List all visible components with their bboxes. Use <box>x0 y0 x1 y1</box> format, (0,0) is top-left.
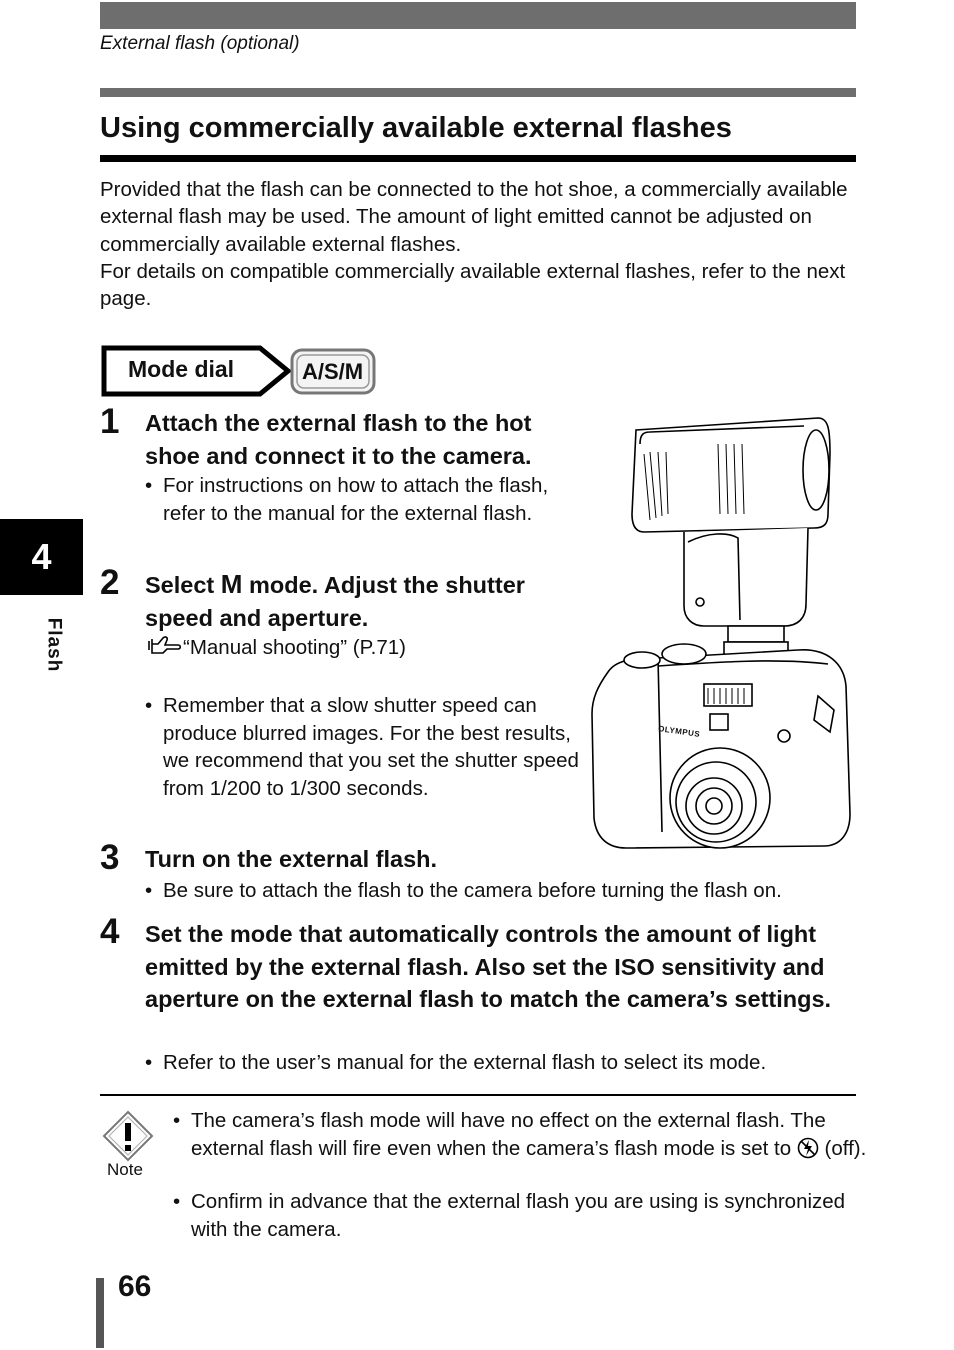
page-number: 66 <box>118 1270 152 1303</box>
chapter-tab: 4 <box>0 519 83 595</box>
camera-brand-logo: OLYMPUS <box>657 724 701 739</box>
page-title: Using commercially available external flashes <box>100 112 732 144</box>
step-2-heading <box>145 568 585 634</box>
step-4-heading: Set the mode that automatically controls the amount of light emitted by the external flash. Also set the ISO sensitivity and aperture on the external flash to match the camera’s settings. <box>145 921 832 1012</box>
note-bullet-1-end: (off). <box>824 1136 867 1160</box>
intro-paragraph-1: Provided that the flash can be connected to the hot shoe, a commercially available external flash may be used. The amount of light emitted cannot be adjusted on commercially available external flashes. <box>100 178 848 256</box>
step-2-heading-line-1 <box>145 568 585 602</box>
camera-with-flash-icon <box>588 414 856 854</box>
step-1-heading-line-2: shoe and connect it to the camera. <box>145 442 532 469</box>
step-1-heading <box>145 407 585 472</box>
step-4-bullet: • Refer to the user’s manual for the external flash to select its mode. <box>145 1049 883 1077</box>
step-1-heading-line-1: Attach the external flash to the hot <box>145 410 532 436</box>
pointing-hand-icon <box>147 635 183 657</box>
mode-dial-label: Mode dial <box>128 356 235 382</box>
section-label: External flash (optional) <box>100 33 300 54</box>
chapter-side-label <box>43 610 78 680</box>
chapter-side-text: Flash <box>43 617 65 673</box>
note-divider <box>100 1094 856 1096</box>
flash-off-icon <box>797 1137 819 1159</box>
step-1-bullet: • For instructions on how to attach the flash, refer to the manual for the external flash. <box>145 472 583 527</box>
step-2-bullet: • Remember that a slow shutter speed can produce blurred images. For the best results, we recommend that you set the shutter speed from 1/200 to 1/300 seconds. <box>145 692 588 802</box>
step-2-heading-post: mode. Adjust the shutter <box>248 572 525 598</box>
note-warning-icon <box>102 1110 154 1162</box>
step-2-reference <box>147 635 406 660</box>
step-2-heading-pre: Select <box>145 572 215 598</box>
step-3-bullet: • Be sure to attach the flash to the camera before turning the flash on. <box>145 877 883 905</box>
title-bottom-rule <box>100 155 856 162</box>
manual-mode-icon: M <box>220 569 243 599</box>
note-bullet-1-text: The camera’s flash mode will have no effect on the external flash. The external flash will fire even when the camera’s flash mode is set to <box>191 1109 826 1160</box>
note-bullet-2: • Confirm in advance that the external flash you are using is synchronized with the camera. <box>173 1188 871 1243</box>
step-2-heading-line-2: speed and aperture. <box>145 604 369 631</box>
intro-paragraph-2: For details on compatible commercially available external flashes, refer to the next page. <box>100 259 846 311</box>
camera-flash-illustration <box>588 414 856 854</box>
mode-dial-badge <box>100 344 380 400</box>
step-3-heading: Turn on the external flash. <box>145 846 438 872</box>
note-label: Note <box>107 1160 143 1179</box>
step-2-reference-text: “Manual shooting” (P.71) <box>183 636 406 659</box>
page-number-bar <box>96 1278 104 1348</box>
step-4-number: 4 <box>100 912 120 951</box>
intro-text <box>100 176 860 312</box>
step-1-number: 1 <box>100 402 120 441</box>
step-2-number: 2 <box>100 563 120 602</box>
header-bar <box>100 2 856 29</box>
title-top-rule <box>100 88 856 97</box>
mode-dial-value: A/S/M <box>302 359 364 384</box>
step-3-number: 3 <box>100 838 120 877</box>
note-bullet-1 <box>173 1107 871 1162</box>
